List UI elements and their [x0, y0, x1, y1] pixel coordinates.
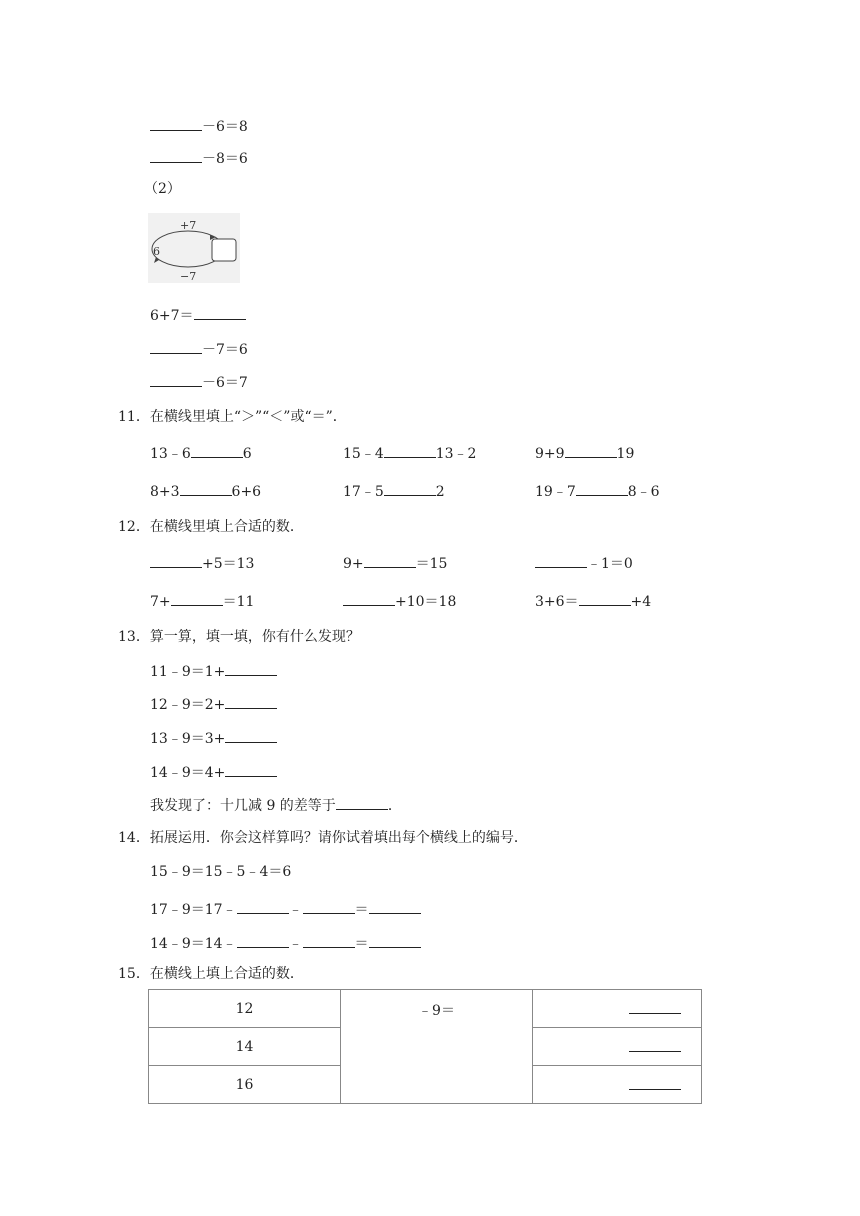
answer-blank[interactable]: [629, 999, 681, 1014]
answer-blank[interactable]: [237, 933, 289, 948]
answer-blank[interactable]: [364, 553, 416, 568]
answer-blank[interactable]: [384, 481, 436, 496]
answer-blank[interactable]: [225, 661, 277, 676]
operator-cell: ﹣9＝: [341, 990, 533, 1104]
answer-blank[interactable]: [369, 933, 421, 948]
equation-line: 12﹣9＝2+: [150, 694, 277, 714]
answer-blank[interactable]: [150, 372, 202, 387]
answer-blank[interactable]: [336, 795, 388, 810]
answer-blank[interactable]: [369, 899, 421, 914]
cycle-figure: [148, 213, 240, 283]
equation-line: 14﹣9＝4+: [150, 762, 277, 782]
question-12-title: 12．在横线里填上合适的数．: [118, 519, 304, 535]
fill-item: +5＝13: [150, 553, 254, 573]
answer-blank[interactable]: [343, 591, 395, 606]
answer-blank[interactable]: [629, 1037, 681, 1052]
answer-blank[interactable]: [303, 899, 355, 914]
answer-box[interactable]: [212, 239, 236, 261]
answer-blank[interactable]: [629, 1075, 681, 1090]
equation-line-2: －8＝6: [150, 148, 248, 168]
equation-line: 14﹣9＝14﹣ ﹣ ＝: [150, 933, 421, 953]
answer-cell: [533, 1028, 702, 1066]
equation-line-5: －6＝7: [150, 372, 248, 392]
answer-blank[interactable]: [225, 762, 277, 777]
compare-item: 15﹣4 13﹣2: [343, 443, 476, 463]
answer-cell: [533, 990, 702, 1028]
example-line: 15﹣9＝15﹣5﹣4＝6: [150, 864, 292, 880]
minuend-cell: 14: [149, 1028, 341, 1066]
compare-item: 9+9 19: [535, 443, 634, 463]
question-11-title: 11．在横线里填上“＞”“＜”或“＝”．: [118, 409, 347, 425]
question-14-title: 14．拓展运用．你会这样算吗？请你试着填出每个横线上的编号．: [118, 830, 528, 846]
minuend-cell: 12: [149, 990, 341, 1028]
answer-blank[interactable]: [150, 339, 202, 354]
compare-item: 8+3 6+6: [150, 481, 261, 501]
question-13-title: 13．算一算，填一填，你有什么发现？: [118, 629, 360, 645]
compare-item: 13﹣6 6: [150, 443, 252, 463]
answer-blank[interactable]: [579, 591, 631, 606]
equation-line: 17﹣9＝17﹣ ﹣ ＝: [150, 899, 421, 919]
minuend-cell: 16: [149, 1066, 341, 1104]
equation-line-4: －7＝6: [150, 339, 248, 359]
minus-label: −7: [180, 270, 197, 283]
cycle-arrow-diagram: [148, 213, 240, 283]
equation-line-1: －6＝8: [150, 116, 248, 136]
equation-line: 11﹣9＝1+: [150, 661, 277, 681]
answer-blank[interactable]: [180, 481, 232, 496]
answer-blank[interactable]: [194, 305, 246, 320]
answer-blank[interactable]: [565, 443, 617, 458]
answer-blank[interactable]: [150, 553, 202, 568]
answer-blank[interactable]: [225, 694, 277, 709]
answer-blank[interactable]: [384, 443, 436, 458]
answer-blank[interactable]: [576, 481, 628, 496]
equation-line-3: 6+7＝: [150, 305, 246, 325]
question-15-title: 15．在横线上填上合适的数．: [118, 966, 304, 982]
answer-blank[interactable]: [535, 553, 587, 568]
fill-item: 7+ ＝11: [150, 591, 254, 611]
fill-item: 3+6＝ +4: [535, 591, 651, 611]
answer-cell: [533, 1066, 702, 1104]
fill-item: ﹣1＝0: [535, 553, 633, 573]
answer-blank[interactable]: [150, 116, 202, 131]
equation-line: 13﹣9＝3+: [150, 728, 277, 748]
start-number: 6: [153, 245, 160, 258]
answer-blank[interactable]: [191, 443, 243, 458]
subtraction-table: [148, 989, 702, 1104]
plus-label: +7: [180, 219, 197, 232]
finding-line: 我发现了：十几减 9 的差等于 ．: [150, 795, 402, 815]
answer-blank[interactable]: [150, 148, 202, 163]
answer-blank[interactable]: [171, 591, 223, 606]
answer-blank[interactable]: [237, 899, 289, 914]
compare-item: 17﹣5 2: [343, 481, 445, 501]
part-2-label: （2）: [144, 181, 181, 197]
fill-item: +10＝18: [343, 591, 456, 611]
fill-item: 9+ ＝15: [343, 553, 447, 573]
answer-blank[interactable]: [225, 728, 277, 743]
compare-item: 19﹣7 8﹣6: [535, 481, 660, 501]
answer-blank[interactable]: [303, 933, 355, 948]
